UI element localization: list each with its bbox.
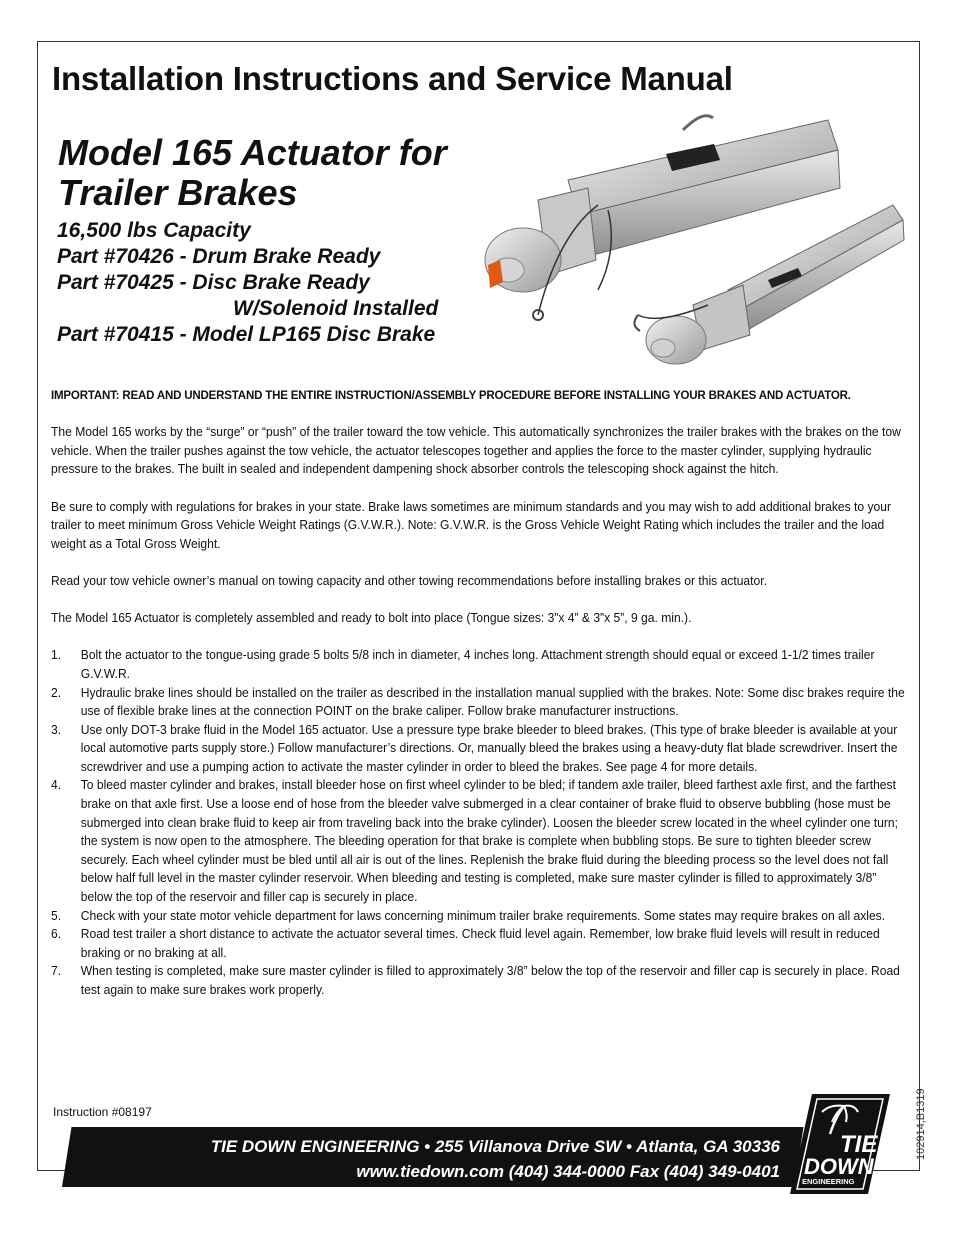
- footer-text: [62, 1134, 780, 1184]
- part-70415: Part #70415 - Model LP165 Disc Brake: [57, 323, 436, 346]
- step-number: 6.: [51, 926, 62, 942]
- page-title: Installation Instructions and Service Manual: [52, 60, 733, 97]
- product-title-line2: Trailer Brakes: [58, 172, 298, 213]
- company-contact: www.tiedown.com (404) 344-0000 Fax (404) 349-0401: [356, 1162, 780, 1181]
- list-item: [51, 907, 908, 926]
- paragraph-regulations: Be sure to comply with regulations for brakes in your state. Brake laws sometimes are minimum standards and you may wish to add additional brakes to your trailer to meet minimum Gross Vehicle Weight Ratings (G.V.W.R.). Note: G.V.W.R. is the Gross Vehicle Weight Rating which includes the trailer and the load weight as a Total Gross Weight.: [51, 498, 891, 551]
- step-number: 4.: [51, 777, 62, 793]
- logo-word-down: DOWN: [804, 1154, 874, 1179]
- logo-word-engineering: ENGINEERING: [802, 1177, 855, 1186]
- step-number: 7.: [51, 963, 62, 979]
- product-title: [58, 133, 447, 213]
- step-text: When testing is completed, make sure master cylinder is filled to approximately 3/8” below the top of the reservoir and filler cap is securely in place. Road test again to make sure brakes work properly.: [80, 963, 900, 997]
- part-70425-note: W/Solenoid Installed: [233, 297, 439, 320]
- list-item: [51, 721, 908, 777]
- step-text: Bolt the actuator to the tongue-using grade 5 bolts 5/8 inch in diameter, 4 inches long. Attachment strength should equal or exceed 1-1/2 times trailer G.V.W.R.: [80, 647, 875, 681]
- step-text: Check with your state motor vehicle department for laws concerning minimum trailer brake requirements. Some states may require brakes on all axles.: [80, 907, 886, 923]
- paragraph-how-it-works: The Model 165 works by the “surge” or “push” of the trailer toward the tow vehicle. This automatically synchronizes the trailer brakes with the brakes on the tow vehicle. When the trailer pushes against the tow vehicle, the actuator telescopes together and applies the force to the master cylinder, supplying hydraulic pressure to the brakes. The built in sealed and independent dampening shock absorber controls the telescoping shock against the hitch.: [51, 424, 901, 477]
- list-item: [51, 925, 908, 962]
- step-number: 3.: [51, 721, 62, 737]
- list-item: [51, 684, 908, 721]
- product-title-line1: Model 165 Actuator for: [58, 132, 447, 173]
- step-text: Use only DOT-3 brake fluid in the Model 165 actuator. Use a pressure type brake bleeder to bleed brakes. (This type of brake bleeder is available at your local automotive parts supply store.) Follow manufacturer’s directions. Or, manually bleed the brakes using a heavy-duty flat blade screwdriver. Insert the screwdriver and use a pumping action to activate the master cylinder in order to bleed the brakes. See page 4 for more details.: [80, 721, 898, 774]
- instruction-number: Instruction #08197: [53, 1105, 152, 1119]
- step-text: Hydraulic brake lines should be installed on the trailer as described in the installation manual supplied with the brakes. Note: Some disc brakes require the use of flexible brake lines at the connection POINT on the brake caliper. Follow brake manufacturer instructions.: [80, 684, 905, 719]
- list-item: [51, 646, 908, 683]
- part-70425: Part #70425 - Disc Brake Ready: [57, 271, 370, 294]
- paragraph-assembly: The Model 165 Actuator is completely assembled and ready to bolt into place (Tongue sizes: 3”x 4” & 3”x 5”, 9 ga. min.).: [51, 610, 692, 626]
- list-item: [51, 962, 908, 999]
- step-number: 1.: [51, 647, 62, 663]
- capacity: 16,500 lbs Capacity: [57, 219, 251, 242]
- tie-down-logo: [790, 1094, 890, 1194]
- step-text: Road test trailer a short distance to activate the actuator several times. Check fluid level again. Remember, low brake fluid levels will result in reduced braking or no braking at all.: [80, 926, 880, 960]
- steps-list: [51, 646, 908, 999]
- important-notice: IMPORTANT: READ AND UNDERSTAND THE ENTIRE INSTRUCTION/ASSEMBLY PROCEDURE BEFORE INSTALLING YOUR BRAKES AND ACTUATOR.: [51, 388, 851, 402]
- step-number: 5.: [51, 907, 62, 923]
- part-70426: Part #70426 - Drum Brake Ready: [57, 245, 381, 268]
- step-number: 2.: [51, 684, 62, 700]
- document-code: 102914,B1319: [915, 1088, 927, 1160]
- paragraph-towing-manual: Read your tow vehicle owner’s manual on towing capacity and other towing recommendations before installing brakes or this actuator.: [51, 572, 767, 588]
- list-item: [51, 776, 908, 906]
- step-text: To bleed master cylinder and brakes, install bleeder hose on first wheel cylinder to be bled; if tandem axle trailer, bleed farthest axle first, and the farthest brake on that axle first. Use a loose end of hose from the bleeder valve submerged in a clear container of brake fluid to observe bubbling (hose must be submerged into clean brake fluid to keep air from traveling back into the brake cylinder). Loosen the bleeder screw located in the wheel cylinder one turn; the system is now open to the atmosphere. The bleeding operation for that brake is complete when bubbling stops. Be sure to tighten bleeder screw securely. Each wheel cylinder must be bled until all air is out of the lines. Replenish the brake fluid during the bleeding process so the level does not fall below half full level in the master cylinder reservoir. When bleeding and testing is completed, make sure master cylinder is filled to approximately 3/8” below the top of the reservoir and filler cap is securely in place.: [80, 777, 898, 905]
- company-address: TIE DOWN ENGINEERING • 255 Villanova Drive SW • Atlanta, GA 30336: [210, 1137, 780, 1156]
- actuator-illustration: [478, 110, 908, 375]
- product-specs: [57, 218, 438, 348]
- instructions-body: [51, 386, 908, 1000]
- logo-word-tie: TIE: [840, 1131, 878, 1158]
